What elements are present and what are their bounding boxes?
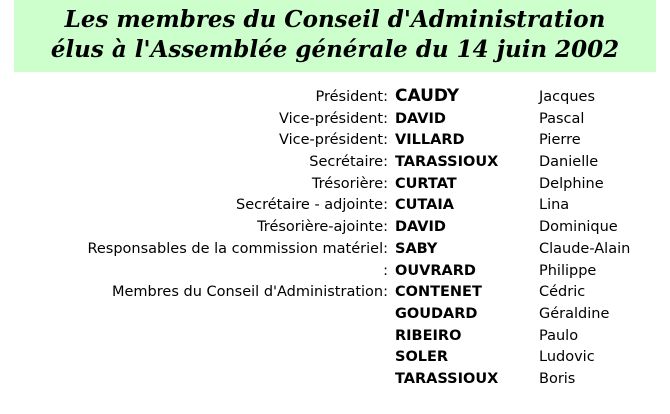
member-firstname: Pierre (539, 132, 581, 149)
member-surname: DAVID (395, 110, 446, 127)
member-surname: CONTENET (395, 284, 482, 301)
member-row (0, 86, 670, 108)
member-row (0, 173, 670, 195)
member-firstname: Cédric (539, 284, 586, 301)
title-line-1: Les membres du Conseil d'Administration (64, 6, 606, 33)
member-role: Trésorière-ajointe: (257, 219, 388, 236)
member-role: Trésorière: (311, 175, 388, 192)
member-row (0, 368, 670, 390)
member-firstname: Géraldine (539, 305, 610, 322)
member-surname: CURTAT (395, 175, 457, 192)
member-row (0, 281, 670, 303)
member-row (0, 303, 670, 325)
member-row (0, 151, 670, 173)
member-firstname: Claude-Alain (539, 240, 631, 257)
member-surname: TARASSIOUX (395, 154, 499, 171)
member-row (0, 129, 670, 151)
title-line-2: élus à l'Assemblée générale du 14 juin 2002 (50, 36, 620, 63)
member-role: Membres du Conseil d'Administration: (112, 284, 388, 301)
member-firstname: Ludovic (539, 349, 595, 366)
member-surname: SOLER (395, 349, 449, 366)
member-surname: TARASSIOUX (395, 370, 499, 387)
members-list (0, 86, 670, 390)
member-surname: CAUDY (395, 86, 460, 106)
member-firstname: Paulo (539, 327, 579, 344)
member-firstname: Lina (539, 197, 570, 214)
member-firstname: Philippe (539, 262, 597, 279)
member-surname: VILLARD (395, 132, 465, 149)
member-role: Vice-président: (279, 110, 388, 127)
member-role: Vice-président: (279, 132, 388, 149)
member-row (0, 194, 670, 216)
member-firstname: Jacques (539, 89, 596, 105)
member-firstname: Delphine (539, 175, 604, 192)
member-firstname: Pascal (539, 110, 585, 127)
member-row (0, 260, 670, 282)
member-row (0, 216, 670, 238)
member-firstname: Boris (539, 370, 576, 387)
title-banner (14, 0, 656, 72)
member-surname: SABY (395, 240, 438, 257)
member-role: Secrétaire - adjointe: (236, 197, 388, 214)
member-role: Président: (315, 89, 388, 105)
member-role: : (383, 262, 388, 279)
member-role: Secrétaire: (309, 154, 388, 171)
member-surname: GOUDARD (395, 305, 478, 322)
member-surname: DAVID (395, 219, 446, 236)
member-surname: OUVRARD (395, 262, 476, 279)
member-firstname: Dominique (539, 219, 618, 236)
member-surname: CUTAIA (395, 197, 455, 214)
member-surname: RIBEIRO (395, 327, 462, 344)
member-row (0, 346, 670, 368)
member-row (0, 108, 670, 130)
member-role: Responsables de la commission matériel: (87, 240, 388, 257)
member-firstname: Danielle (539, 154, 599, 171)
member-row (0, 238, 670, 260)
member-row (0, 325, 670, 347)
